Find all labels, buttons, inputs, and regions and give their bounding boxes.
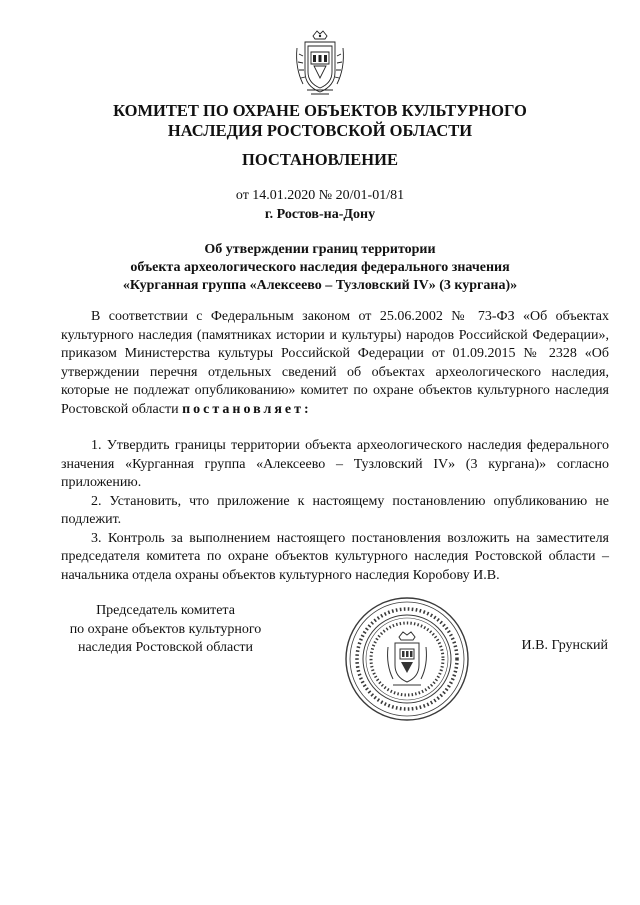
item-3-paragraph: 3. Контроль за выполнением настоящего постановления возложить на заместителя председателя комитета по охране объектов культурного наследия Ростовской области – начальника отдела охраны объектов культурного наследия Коробову И.В. <box>61 530 609 583</box>
organization-name-line2: НАСЛЕДИЯ РОСТОВСКОЙ ОБЛАСТИ <box>167 121 473 140</box>
signatory-position-line2: по охране объектов культурного <box>69 621 262 637</box>
item-2-paragraph: 2. Установить, что приложение к настоящему постановлению опубликованию не подлежит. <box>61 493 609 527</box>
official-seal-icon <box>343 595 471 723</box>
document-type: ПОСТАНОВЛЕНИЕ <box>242 150 398 169</box>
signatory-position <box>58 602 273 658</box>
intro-keyword: постановляет: <box>182 401 312 417</box>
intro-paragraph <box>61 308 609 419</box>
organization-name-line1: КОМИТЕТ ПО ОХРАНЕ ОБЪЕКТОВ КУЛЬТУРНОГО <box>113 101 527 120</box>
document-date-number: от 14.01.2020 № 20/01-01/81 <box>235 188 405 203</box>
signatory-position-line1: Председатель комитета <box>96 603 235 618</box>
subject-line1: Об утверждении границ территории <box>204 242 436 257</box>
signatory-position-line3: наследия Ростовской области <box>77 640 254 655</box>
organization-name <box>60 101 580 141</box>
document-city: г. Ростов-на-Дону <box>264 207 376 222</box>
coat-of-arms-icon <box>293 28 347 98</box>
item-1-paragraph: 1. Утвердить границы территории объекта археологического наследия федерального значения «Курганная группа «Алексеево – Тузловский IV» (3 кургана)» согласно приложению. <box>61 438 609 490</box>
subject-line2: объекта археологического наследия федерального значения <box>130 260 510 275</box>
subject-line3: «Курганная группа «Алексеево – Тузловский IV» (3 кургана)» <box>122 278 518 293</box>
intro-text: В соответствии с Федеральным законом от 25.06.2002 № 73-ФЗ «Об объектах культурного наследия (памятниках истории и культуры) народов Российской Федерации», приказом Министерства культуры Российской Федерации от 01.09.2015 № 2328 «Об утверждении перечня отдельных сведений об объектах археологического наследия, которые не подлежат опубликованию» комитет по охране объектов культурного наследия Ростовской области <box>61 309 609 417</box>
document-body <box>61 308 609 585</box>
document-subject <box>60 241 580 295</box>
signatory-name: И.В. Грунский <box>521 638 608 653</box>
